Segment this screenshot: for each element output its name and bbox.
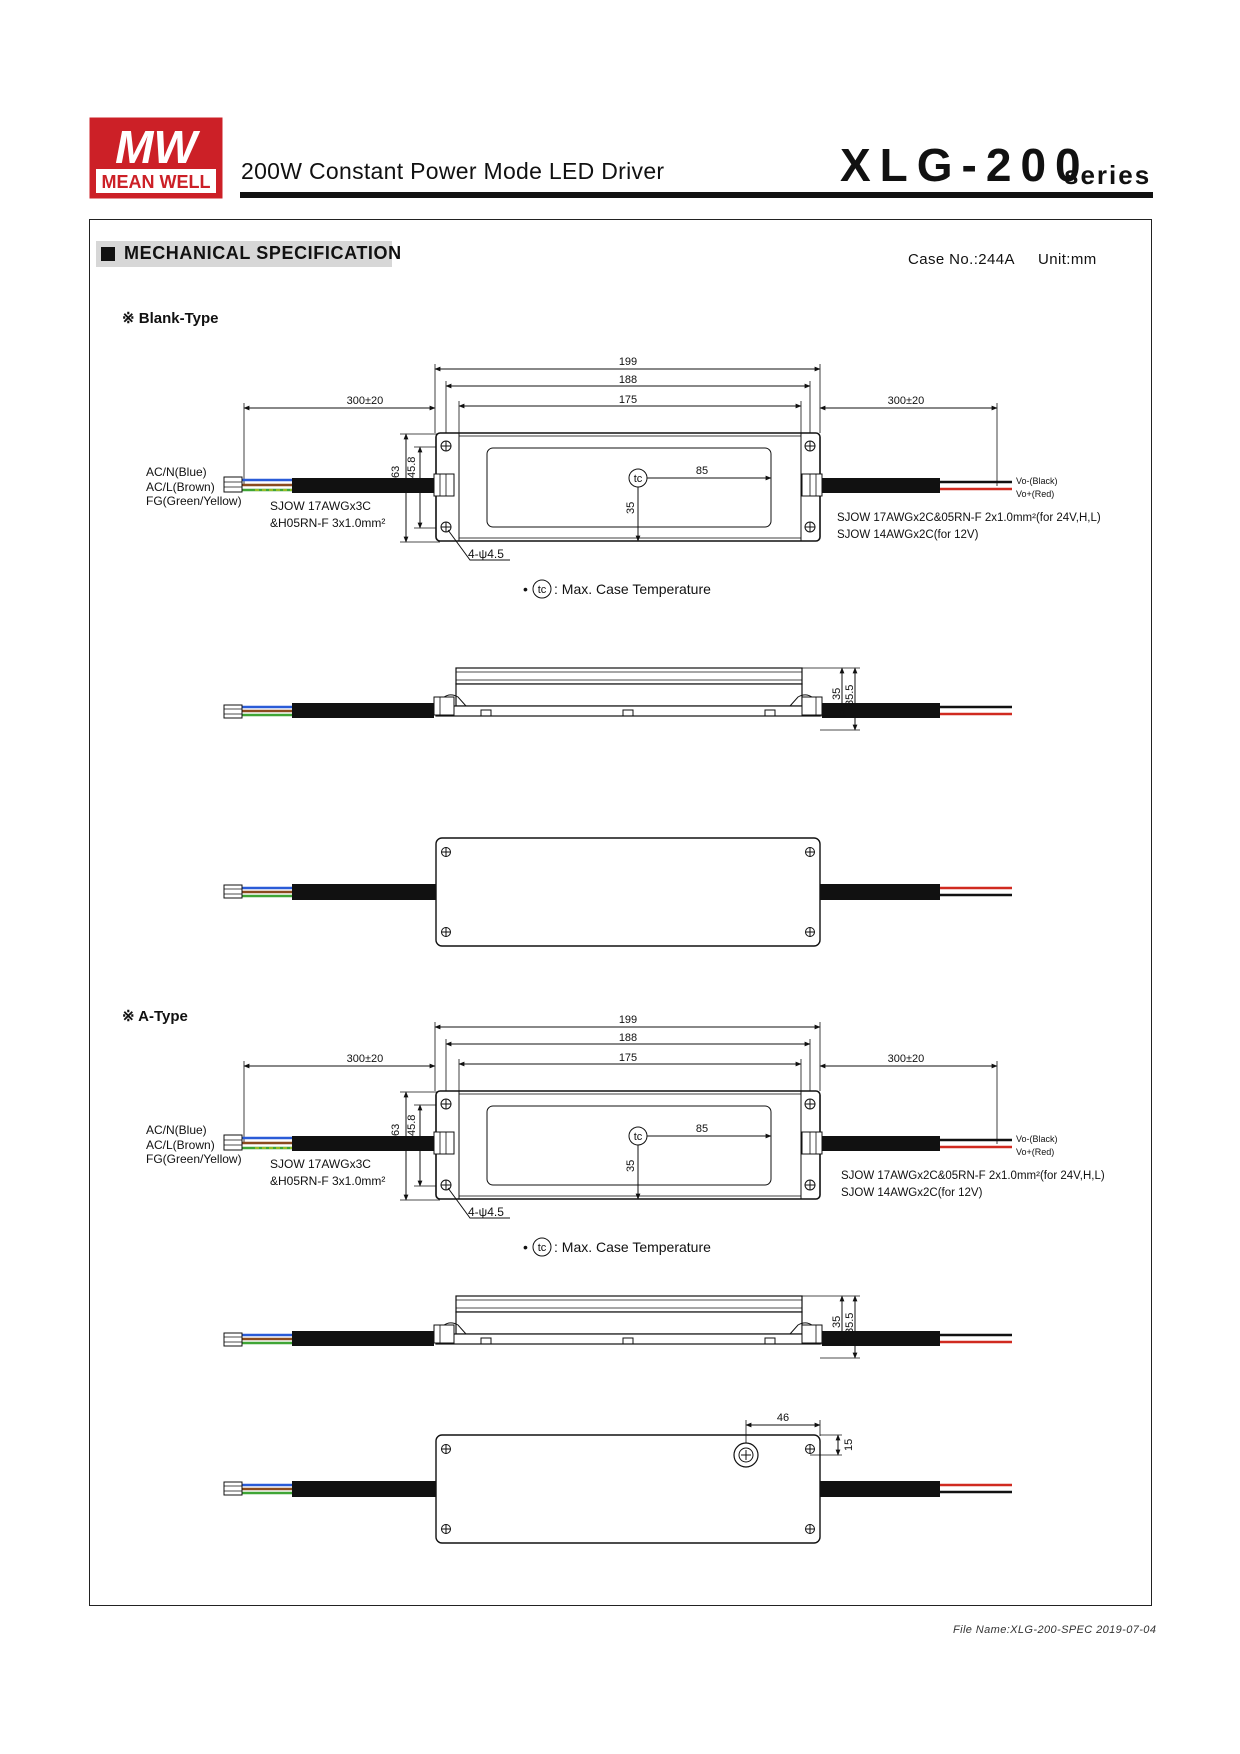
logo-letters: MW [115, 121, 197, 173]
a-cable-left-1: SJOW 17AWGx3C [270, 1157, 371, 1171]
file-name: File Name:XLG-200-SPEC 2019-07-04 [953, 1624, 1157, 1636]
a-fg-label: FG(Green/Yellow) [146, 1152, 242, 1166]
a-cable-left-2: &H05RN-F 3x1.0mm² [270, 1174, 386, 1188]
a-tc-note: : Max. Case Temperature [554, 1239, 711, 1255]
blank-type-title: ※ Blank-Type [122, 310, 219, 327]
blank-cable-right-2: SJOW 14AWGx2C(for 12V) [837, 529, 979, 541]
a-type-title: ※ A-Type [122, 1008, 188, 1025]
a-vo-plus-label: Vo+(Red) [1016, 1147, 1055, 1157]
blank-dim-45-8: 45.8 [406, 456, 418, 478]
blank-side-dim-35: 35 [831, 687, 843, 700]
a-dim-188: 188 [618, 1032, 638, 1044]
a-dim-45-8: 45.8 [406, 1114, 418, 1136]
blank-bottom-view [224, 838, 1012, 946]
blank-hole-spec: 4-ψ4.5 [468, 547, 504, 561]
blank-cable-left-2: &H05RN-F 3x1.0mm² [270, 516, 386, 530]
a-cable-right-1: SJOW 17AWGx2C&05RN-F 2x1.0mm²(for 24V,H,L) [841, 1170, 1105, 1182]
a-dim-lead-right: 300±20 [887, 1053, 925, 1065]
blank-ac-l-label: AC/L(Brown) [146, 480, 215, 494]
product-subtitle: 200W Constant Power Mode LED Driver [241, 158, 665, 184]
a-bottom-view [224, 1435, 1012, 1543]
a-ac-n-label: AC/N(Blue) [146, 1123, 207, 1137]
blank-ac-n-label: AC/N(Blue) [146, 465, 207, 479]
series-name: XLG-200 [840, 139, 1090, 191]
case-number: Case No.:244A [908, 251, 1015, 268]
blank-side-view [224, 668, 1012, 730]
logo-brand-text: MEAN WELL [101, 172, 211, 192]
a-side-dim-35-5: 35.5 [844, 1312, 856, 1334]
a-dim-63: 63 [390, 1123, 402, 1136]
blank-cable-right-1: SJOW 17AWGx2C&05RN-F 2x1.0mm²(for 24V,H,L) [837, 512, 1101, 524]
a-side-view [224, 1296, 1012, 1358]
a-dim-15: 15 [843, 1438, 855, 1451]
blank-dim-85: 85 [695, 465, 709, 477]
blank-dim-175: 175 [618, 394, 638, 406]
a-side-dim-35: 35 [831, 1315, 843, 1328]
a-tc-point-icon: tc [633, 1131, 643, 1143]
a-vo-minus-label: Vo-(Black) [1016, 1134, 1058, 1144]
blank-type-drawing [146, 356, 1101, 946]
a-ac-l-label: AC/L(Brown) [146, 1138, 215, 1152]
a-dim-35: 35 [625, 1159, 637, 1172]
a-dim-199: 199 [618, 1014, 638, 1026]
blank-vo-minus-label: Vo-(Black) [1016, 476, 1058, 486]
blank-tc-point-icon: tc [633, 473, 643, 485]
blank-dim-lead-left: 300±20 [346, 395, 384, 407]
blank-dim-lead-right: 300±20 [887, 395, 925, 407]
a-hole-spec: 4-ψ4.5 [468, 1205, 504, 1219]
blank-tc-note: : Max. Case Temperature [554, 581, 711, 597]
blank-tc-bullet: • [523, 581, 528, 597]
blank-dim-35: 35 [625, 501, 637, 514]
a-tc-bullet: • [523, 1239, 528, 1255]
blank-tc-symbol-text: tc [537, 584, 547, 596]
blank-vo-plus-label: Vo+(Red) [1016, 489, 1055, 499]
blank-dim-63: 63 [390, 465, 402, 478]
section-title: MECHANICAL SPECIFICATION [124, 243, 402, 263]
a-cable-right-2: SJOW 14AWGx2C(for 12V) [841, 1187, 983, 1199]
blank-dim-199: 199 [618, 356, 638, 368]
series-word: series [1064, 160, 1152, 190]
blank-dim-188: 188 [618, 374, 638, 386]
adjust-knob-icon [734, 1443, 758, 1467]
a-dim-85: 85 [695, 1123, 709, 1135]
a-dim-175: 175 [618, 1052, 638, 1064]
a-dim-lead-left: 300±20 [346, 1053, 384, 1065]
a-dim-46: 46 [776, 1412, 790, 1424]
a-tc-symbol-text: tc [537, 1242, 547, 1254]
blank-cable-left-1: SJOW 17AWGx3C [270, 499, 371, 513]
blank-side-dim-35-5: 35.5 [844, 684, 856, 706]
unit-label: Unit:mm [1038, 251, 1097, 268]
a-type-drawing [146, 1014, 1105, 1543]
blank-fg-label: FG(Green/Yellow) [146, 494, 242, 508]
